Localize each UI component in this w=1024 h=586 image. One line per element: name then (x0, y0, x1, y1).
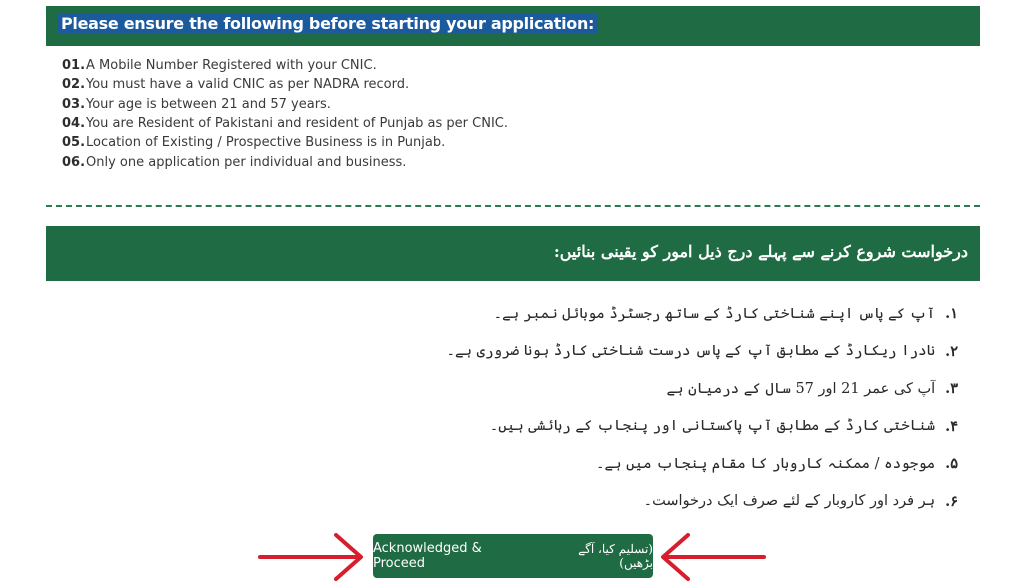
acknowledged-proceed-button[interactable] (373, 534, 653, 578)
list-item (62, 114, 508, 133)
item-number: ۵. (945, 455, 958, 473)
item-text: Only one application per individual and business. (86, 154, 407, 170)
english-header-title: Please ensure the following before starting your application: (58, 13, 597, 34)
item-text: موجودہ / ممکنہ کاروبار کا مقام پنجاب میں ہے۔ (596, 455, 936, 472)
english-requirements-list (62, 56, 508, 172)
list-item (447, 370, 958, 408)
item-number: ۲. (945, 342, 958, 360)
item-number: 06. (62, 154, 86, 170)
item-number: 03. (62, 96, 86, 112)
list-item (62, 133, 508, 152)
item-number: ۱. (945, 305, 958, 323)
english-header-banner (46, 6, 980, 46)
item-text: آپ کی عمر 21 اور 57 سال کے درمیان ہے (666, 380, 936, 397)
arrow-right-icon (258, 532, 366, 582)
list-item (62, 152, 508, 171)
item-number: ۶. (945, 492, 958, 510)
item-text: آپ کے پاس اپنے شناختی کارڈ کے ساتھ رجسٹرڈ موبائل نمبر ہے۔ (493, 305, 936, 322)
urdu-header-banner (46, 226, 980, 281)
list-item (62, 56, 508, 75)
item-number: 01. (62, 58, 86, 74)
proceed-label-english: Acknowledged & Proceed (373, 541, 482, 571)
list-item (447, 408, 958, 446)
item-text: You are Resident of Pakistani and resident of Punjab as per CNIC. (86, 116, 508, 132)
item-text: Your age is between 21 and 57 years. (86, 96, 331, 112)
list-item (62, 95, 508, 114)
arrow-left-icon (658, 532, 766, 582)
item-text: You must have a valid CNIC as per NADRA record. (86, 77, 410, 93)
urdu-requirements-list (447, 295, 958, 520)
item-text: شناختی کارڈ کے مطابق آپ پاکستانی اور پنجاب کے رہائشی ہیں۔ (489, 418, 936, 435)
item-number: ۴. (945, 417, 958, 435)
proceed-label-urdu: (تسلیم کیا، آگے بڑھیں) (578, 542, 653, 570)
list-item (447, 483, 958, 521)
list-item (62, 75, 508, 94)
item-text: ہر فرد اور کاروبار کے لئے صرف ایک درخواست۔ (643, 493, 936, 510)
urdu-header-title: درخواست شروع کرنے سے پہلے درج ذیل امور کو یقینی بنائیں: (553, 242, 968, 261)
item-number: ۳. (945, 380, 958, 398)
item-text: A Mobile Number Registered with your CNIC. (86, 58, 377, 74)
item-number: 05. (62, 135, 86, 151)
list-item (447, 295, 958, 333)
list-item (447, 333, 958, 371)
item-text: Location of Existing / Prospective Business is in Punjab. (86, 135, 446, 151)
item-text: نادرا ریکارڈ کے مطابق آپ کے پاس درست شناختی کارڈ ہونا ضروری ہے۔ (446, 343, 936, 360)
section-divider (46, 205, 980, 207)
item-number: 04. (62, 116, 86, 132)
list-item (447, 445, 958, 483)
item-number: 02. (62, 77, 86, 93)
